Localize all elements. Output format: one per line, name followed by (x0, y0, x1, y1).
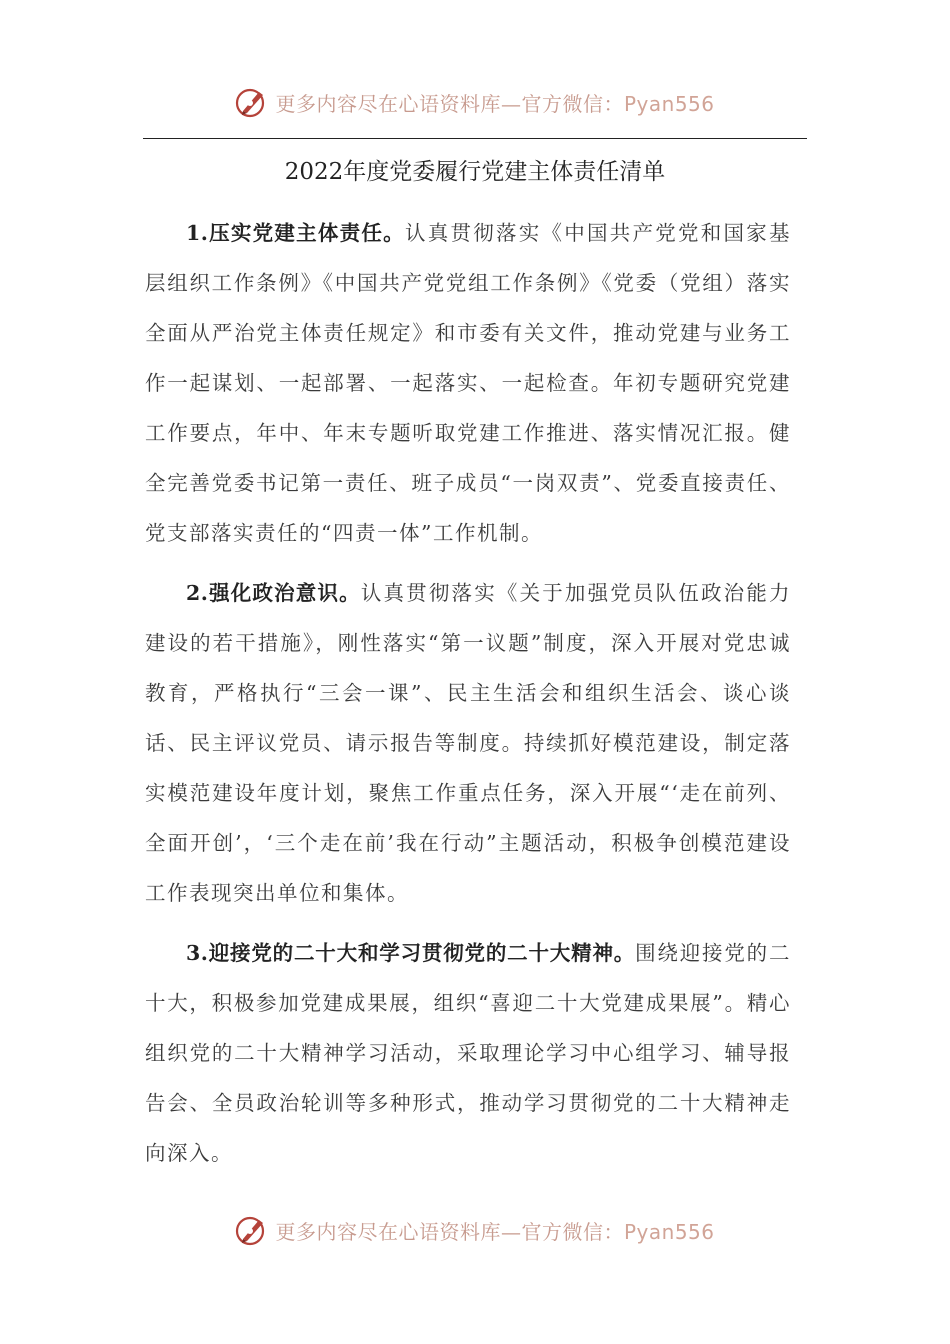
header-divider (143, 138, 807, 139)
section-3-heading: 3.迎接党的二十大和学习贯彻党的二十大精神。 (186, 941, 636, 965)
watermark-text: 更多内容尽在心语资料库—官方微信：Pyan556 (275, 1219, 715, 1244)
section-1-body: 认真贯彻落实《中国共产党党和国家基层组织工作条例》《中国共产党党组工作条例》《党委（党组）落实全面从严治党主体责任规定》和市委有关文件，推动党建与业务工作一起谋划、一起部署、一起落实、一起检查。年初专题研究党建工作要点，年中、年末专题听取党建工作推进、落实情况汇报。健全完善党委书记第一责任、班子成员“一岗双责”、党委直接责任、党支部落实责任的“四责一体”工作机制。 (145, 221, 791, 545)
section-2 (145, 568, 791, 918)
pen-circle-icon (235, 85, 269, 119)
section-1 (145, 208, 791, 558)
section-3 (145, 928, 791, 1178)
watermark-id: Pyan556 (623, 1219, 715, 1244)
page-title: 2022年度党委履行党建主体责任清单 (284, 159, 666, 185)
section-3-body: 围绕迎接党的二十大，积极参加党建成果展，组织“喜迎二十大党建成果展”。精心组织党的二十大精神学习活动，采取理论学习中心组学习、辅导报告会、全员政治轮训等多种形式，推动学习贯彻党的二十大精神走向深入。 (145, 941, 792, 1165)
footer-watermark (0, 1210, 950, 1250)
section-2-body: 认真贯彻落实《关于加强党员队伍政治能力建设的若干措施》，刚性落实“第一议题”制度，深入开展对党忠诚教育，严格执行“三会一课”、民主生活会和组织生活会、谈心谈话、民主评议党员、请示报告等制度。持续抓好模范建设，制定落实模范建设年度计划，聚焦工作重点任务，深入开展“‘走在前列、全面开创’，‘三个走在前’我在行动”主题活动，积极争创模范建设工作表现突出单位和集体。 (145, 581, 792, 905)
section-1-heading: 1.压实党建主体责任。 (186, 221, 405, 245)
header-watermark (0, 82, 950, 122)
pen-circle-icon (235, 1213, 269, 1247)
section-2-heading: 2.强化政治意识。 (186, 581, 361, 605)
watermark-id: Pyan556 (623, 91, 715, 116)
watermark-text: 更多内容尽在心语资料库—官方微信：Pyan556 (275, 91, 715, 116)
